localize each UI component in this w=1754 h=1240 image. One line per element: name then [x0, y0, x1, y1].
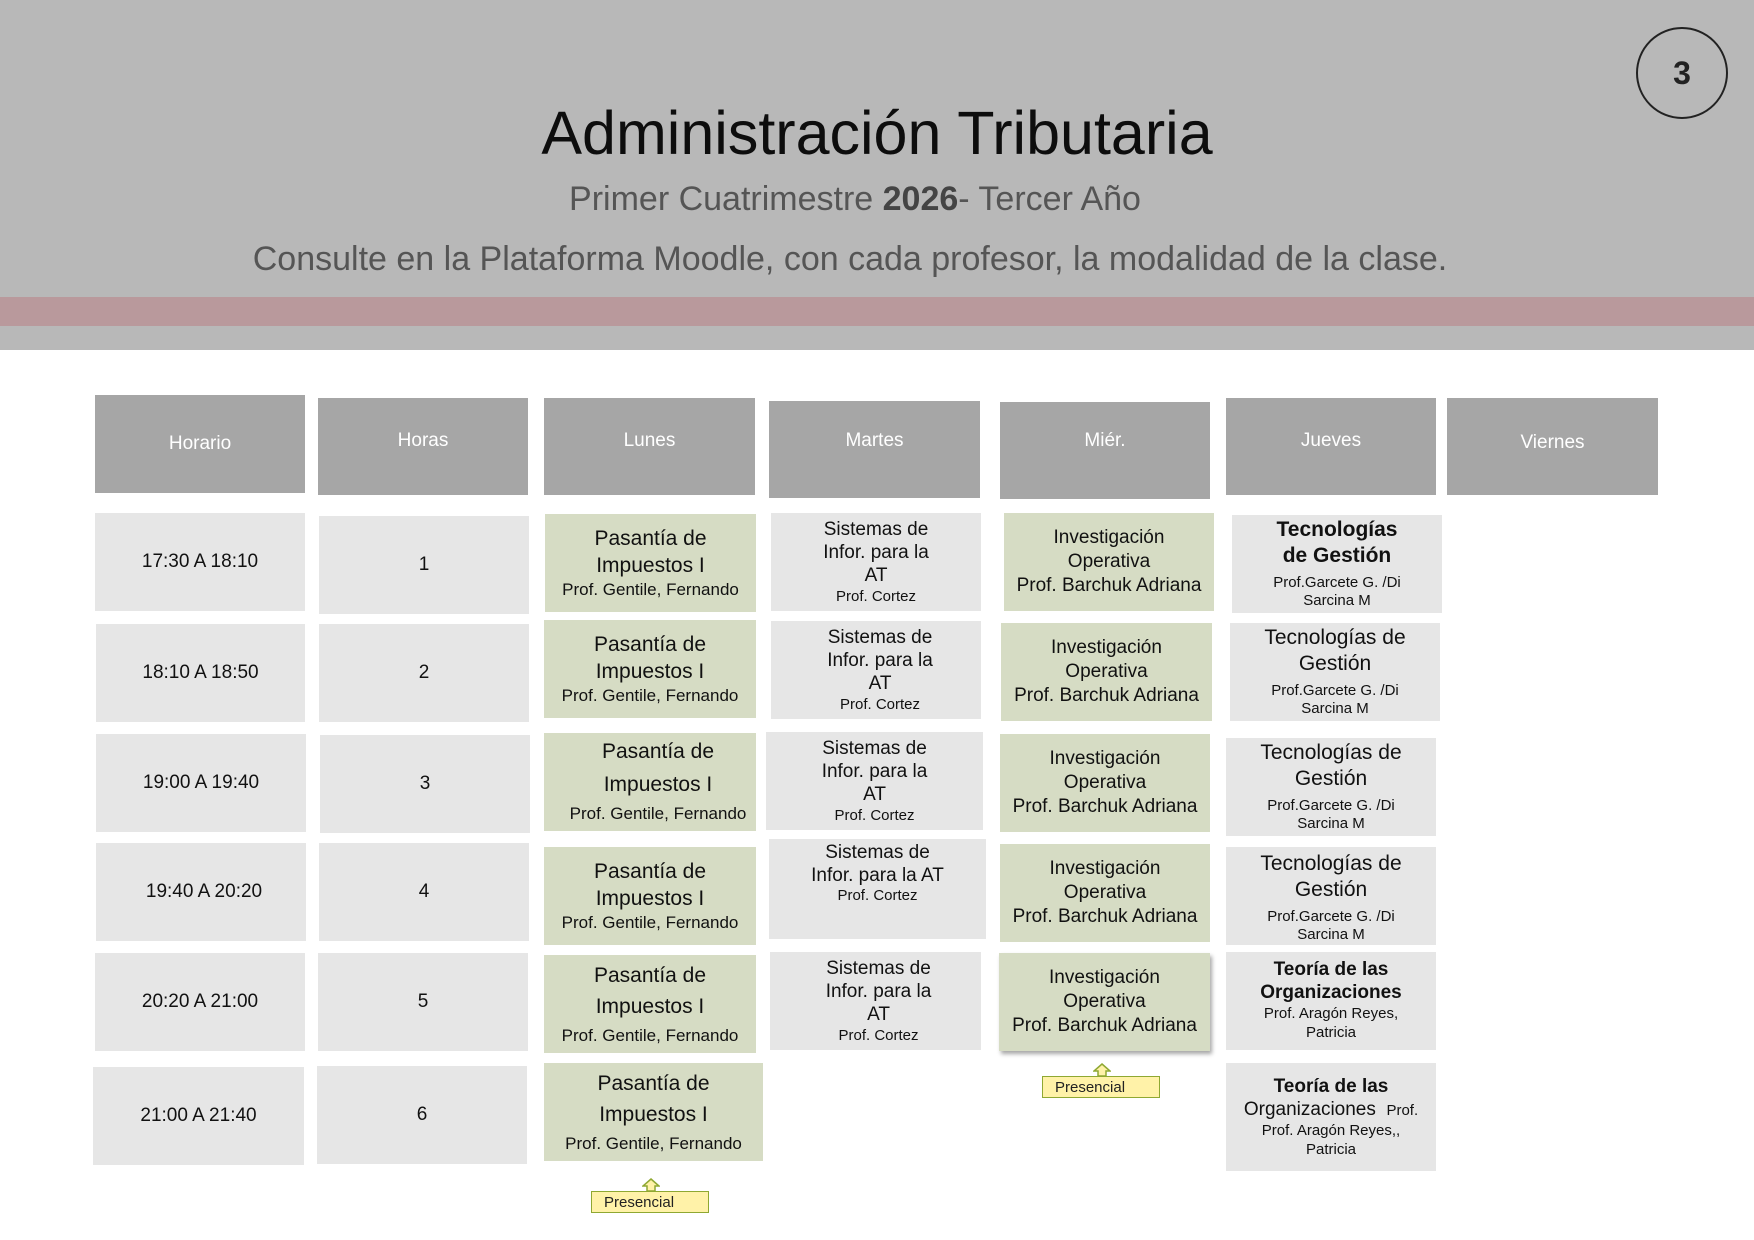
page-subtitle	[0, 180, 1710, 219]
professor-name-line1: Prof.Garcete G. /Di	[1267, 796, 1395, 814]
hora-cell-2: 2	[319, 624, 529, 722]
lunes-class-5	[544, 955, 756, 1053]
subtitle-prefix: Primer Cuatrimestre	[569, 180, 883, 218]
up-arrow-icon	[1093, 1063, 1111, 1077]
subject-name-line2: Infor. para la AT	[811, 865, 944, 887]
hora-cell-4: 4	[319, 843, 529, 941]
jueves-class-1	[1232, 515, 1442, 613]
lunes-class-4	[544, 847, 756, 945]
lunes-class-6	[544, 1063, 763, 1161]
professor-name-line2: Sarcina M	[1301, 700, 1369, 718]
subject-name-line3: AT	[864, 565, 888, 587]
miercoles-class-2	[1001, 623, 1212, 721]
professor-name-line1: Prof. Aragón Reyes,	[1263, 1005, 1399, 1023]
subject-name-line2: de Gestión	[1282, 544, 1392, 568]
horario-cell-2: 18:10 A 18:50	[96, 624, 305, 722]
professor-name: Prof. Barchuk Adriana	[1014, 685, 1199, 707]
professor-name-line2: Sarcina M	[1303, 592, 1371, 610]
subtitle-suffix: - Tercer Año	[958, 180, 1141, 218]
professor-name: Prof. Barchuk Adriana	[1012, 906, 1198, 928]
subject-name-line3: AT	[867, 1004, 890, 1026]
jueves-class-4	[1226, 847, 1436, 945]
subject-name-line1: Tecnologías de	[1264, 626, 1406, 649]
subject-name-line2: Infor. para la	[821, 761, 928, 783]
professor-name-line1: Prof.Garcete G. /Di	[1267, 907, 1395, 925]
martes-class-4	[769, 839, 986, 939]
professor-name: Prof. Cortez	[839, 695, 921, 713]
miercoles-class-4	[1000, 844, 1210, 942]
professor-name: Prof. Gentile, Fernando	[561, 913, 739, 933]
subject-name-line2: Impuestos I	[596, 553, 705, 577]
professor-name: Prof. Cortez	[837, 887, 918, 905]
subject-name-line1: Pasantía de	[593, 963, 707, 987]
subject-name-line3: AT	[868, 673, 892, 695]
professor-name: Prof. Cortez	[838, 1026, 919, 1044]
subject-name-line2: Infor. para la	[827, 650, 933, 672]
lunes-class-1	[545, 514, 756, 612]
hora-cell-1: 1	[319, 516, 529, 614]
subject-name-line1: Sistemas de	[823, 519, 929, 541]
subject-name-line2: Operativa	[1067, 550, 1151, 572]
professor-name-line2: Patricia	[1305, 1140, 1357, 1158]
col-header-jueves: Jueves	[1226, 398, 1436, 495]
subject-name-line2: Infor. para la	[823, 542, 929, 564]
professor-name-line2: Sarcina M	[1297, 815, 1365, 833]
jueves-class-6	[1226, 1063, 1436, 1171]
professor-name-line1: Prof.Garcete G. /Di	[1271, 681, 1399, 699]
subject-name-line3: AT	[863, 784, 886, 806]
horario-cell-1: 17:30 A 18:10	[95, 513, 305, 611]
professor-label: Prof.	[1386, 1102, 1419, 1120]
col-header-lunes: Lunes	[544, 398, 755, 495]
subject-name-line2: Impuestos I	[595, 995, 705, 1019]
col-header-miercoles: Miér.	[1000, 402, 1210, 499]
subject-name-line1: Pasantía de	[594, 526, 707, 550]
col-header-martes: Martes	[769, 401, 980, 498]
presencial-tag-lunes: Presencial	[591, 1191, 709, 1213]
professor-name-line1: Prof. Aragón Reyes,,	[1261, 1122, 1401, 1139]
martes-class-2	[771, 621, 981, 719]
presencial-tag-miercoles: Presencial	[1042, 1076, 1160, 1098]
subject-name-line1: Sistemas de	[822, 738, 927, 760]
subject-name-line1: Pasantía de	[601, 740, 715, 764]
horario-cell-4: 19:40 A 20:20	[96, 843, 306, 941]
professor-name: Prof. Barchuk Adriana	[1012, 1015, 1197, 1037]
subject-name-line1: Investigación	[1049, 966, 1160, 988]
miercoles-class-3	[1000, 734, 1210, 832]
horario-cell-3: 19:00 A 19:40	[96, 734, 306, 832]
subject-name-line2: Organizaciones	[1260, 982, 1402, 1004]
page-number-badge: 3	[1636, 27, 1728, 119]
subject-name-line2: Gestión	[1294, 767, 1368, 791]
subject-name-line1: Investigación	[1049, 857, 1161, 879]
professor-name: Prof. Gentile, Fernando	[565, 1133, 742, 1153]
professor-name: Prof. Cortez	[835, 587, 917, 605]
subject-name-line2: Gestión	[1294, 878, 1368, 902]
hora-cell-5: 5	[318, 953, 528, 1051]
subject-name-line2: Operativa	[1063, 771, 1147, 793]
subtitle-year: 2026	[882, 180, 959, 218]
subject-name-line1: Tecnologías de	[1260, 852, 1402, 875]
professor-name: Prof. Cortez	[834, 806, 915, 824]
hora-cell-6: 6	[317, 1066, 527, 1164]
subject-name-line1: Investigación	[1053, 526, 1165, 548]
subject-name-line2-row	[1244, 1098, 1418, 1122]
lunes-class-3	[544, 733, 756, 831]
jueves-class-5	[1226, 952, 1436, 1050]
subject-name-line1: Teoría de las	[1273, 1075, 1389, 1097]
col-header-horario: Horario	[95, 395, 305, 493]
modality-notice: Consulte en la Plataforma Moodle, con cada profesor, la modalidad de la clase.	[252, 240, 1448, 278]
professor-name-line1: Prof.Garcete G. /Di	[1273, 573, 1401, 591]
jueves-class-3	[1226, 738, 1436, 836]
martes-class-1	[771, 513, 981, 611]
hora-cell-3: 3	[320, 735, 530, 833]
subject-name-line1: Tecnologías	[1276, 518, 1398, 541]
horario-cell-5: 20:20 A 21:00	[95, 953, 305, 1051]
subject-name-line2: Operativa	[1063, 881, 1147, 903]
subject-name-line2: Impuestos I	[603, 772, 713, 796]
professor-name: Prof. Gentile, Fernando	[561, 1025, 739, 1045]
martes-class-5	[770, 952, 981, 1050]
subject-name-line2: Impuestos I	[595, 886, 705, 910]
subject-name-line2: Infor. para la	[825, 981, 932, 1003]
professor-name-line2: Sarcina M	[1297, 926, 1365, 944]
subject-name-line1: Sistemas de	[825, 842, 930, 863]
miercoles-class-5	[999, 953, 1210, 1051]
professor-name: Prof. Gentile, Fernando	[562, 580, 739, 600]
professor-name: Prof. Barchuk Adriana	[1012, 796, 1198, 818]
subject-name-line1: Investigación	[1051, 636, 1162, 658]
subject-name-line2: Impuestos I	[599, 1103, 708, 1127]
professor-name-line2: Patricia	[1305, 1023, 1357, 1041]
jueves-class-2	[1230, 623, 1440, 721]
subject-name-line1: Investigación	[1049, 747, 1161, 769]
subject-name-line2: Gestión	[1298, 652, 1372, 676]
subject-name-line1: Pasantía de	[597, 1071, 710, 1095]
subject-name-line1: Tecnologías de	[1260, 741, 1402, 764]
horario-cell-6: 21:00 A 21:40	[93, 1067, 304, 1165]
professor-name: Prof. Barchuk Adriana	[1016, 575, 1202, 597]
subject-name-line1: Pasantía de	[593, 859, 707, 883]
subject-name-line2: Organizaciones	[1243, 1099, 1376, 1121]
subject-name-line1: Teoría de las	[1273, 959, 1389, 981]
martes-class-3	[766, 732, 983, 830]
col-header-viernes: Viernes	[1447, 398, 1658, 495]
accent-band	[0, 297, 1754, 326]
professor-name: Prof. Gentile, Fernando	[569, 804, 747, 824]
subject-name-line1: Sistemas de	[826, 958, 931, 980]
subject-name-line1: Sistemas de	[827, 627, 933, 649]
subject-name-line2: Impuestos I	[595, 659, 705, 683]
subject-name-line2: Operativa	[1065, 660, 1148, 682]
subject-name-line2: Operativa	[1063, 990, 1146, 1012]
professor-name: Prof. Gentile, Fernando	[561, 686, 739, 706]
up-arrow-icon	[642, 1178, 660, 1192]
col-header-horas: Horas	[318, 398, 528, 495]
miercoles-class-1	[1004, 513, 1214, 611]
lunes-class-2	[544, 620, 756, 718]
page-title: Administración Tributaria	[541, 99, 1213, 167]
subject-name-line1: Pasantía de	[593, 632, 707, 656]
